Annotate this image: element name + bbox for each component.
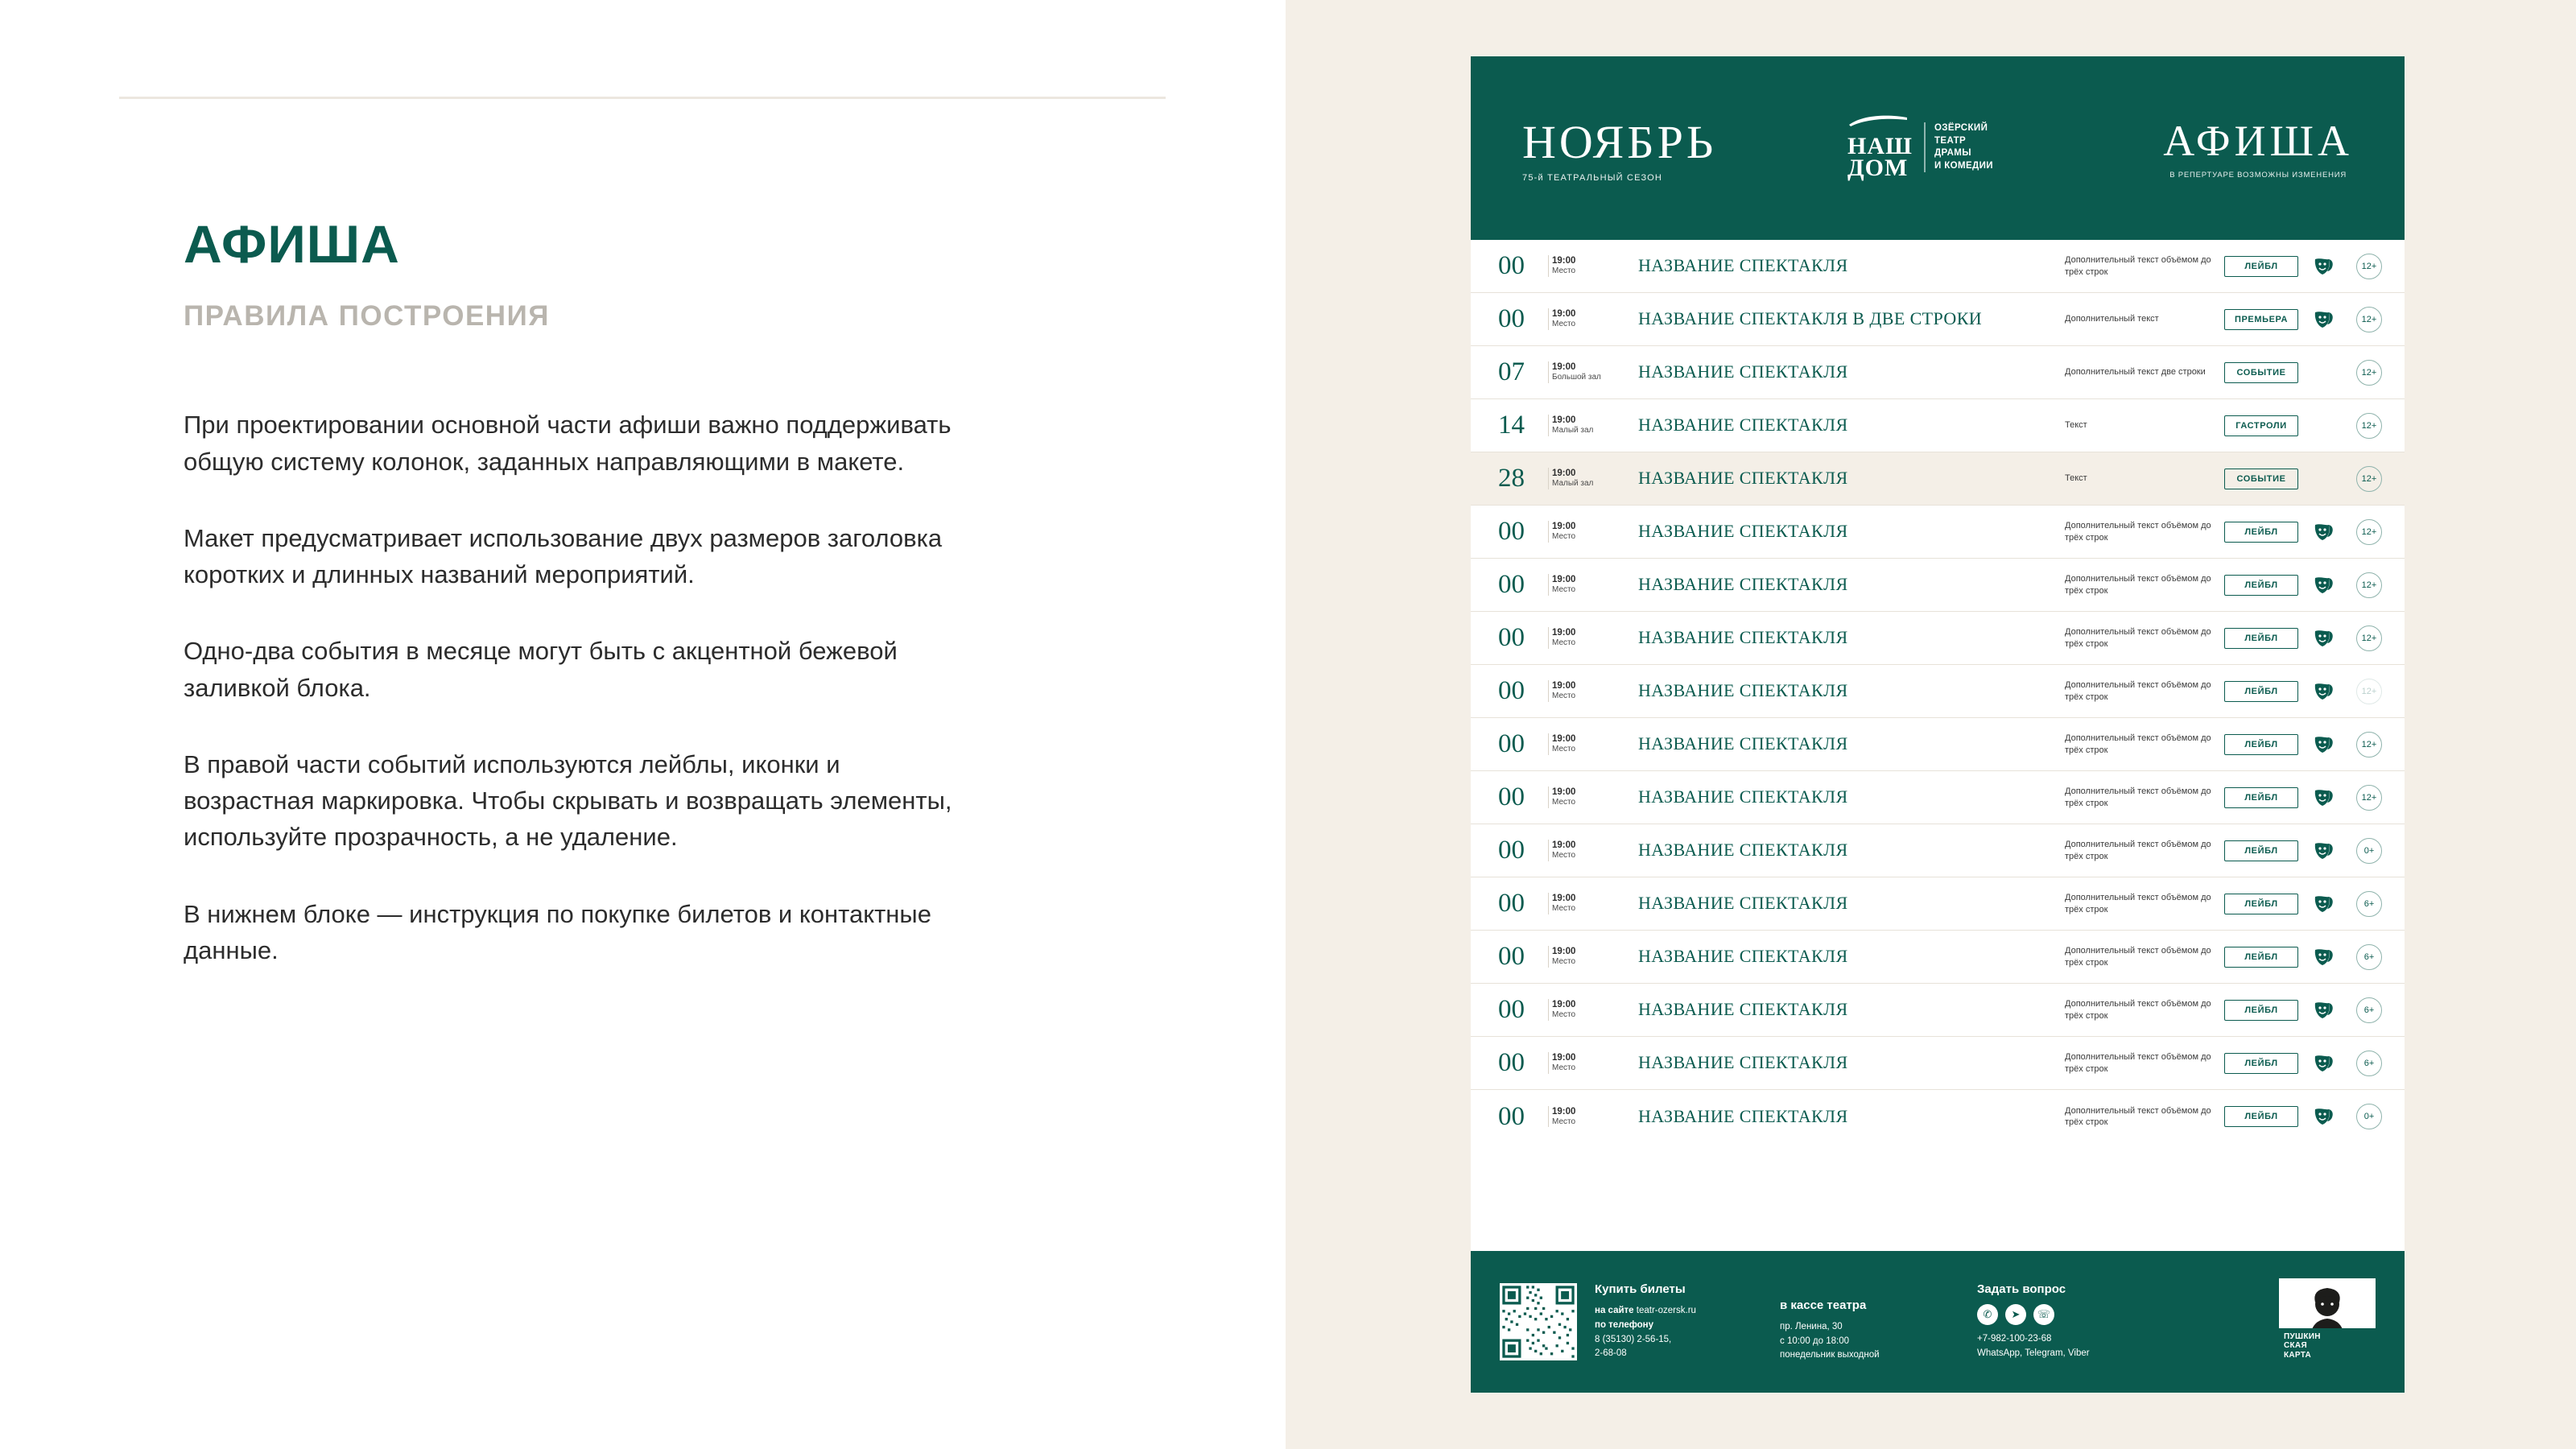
event-extra-text: Дополнительный текст объёмом до трёх строк [2065, 1052, 2211, 1074]
event-title: НАЗВАНИЕ СПЕКТАКЛЯ [1638, 840, 1848, 861]
event-place: Место [1552, 638, 1576, 648]
poster [1471, 56, 2405, 1393]
left-panel [0, 0, 1286, 1449]
event-label-cell [2218, 947, 2305, 968]
event-place: Малый зал [1552, 479, 1594, 489]
event-age-cell [2342, 785, 2382, 811]
ask-apps: WhatsApp, Telegram, Viber [1977, 1348, 2090, 1358]
event-label-chip: ЛЕЙБЛ [2224, 256, 2298, 277]
event-row[interactable] [1471, 346, 2405, 399]
logo-side-text [1924, 122, 1993, 172]
event-place: Большой зал [1552, 373, 1601, 382]
event-title: НАЗВАНИЕ СПЕКТАКЛЯ [1638, 680, 1848, 701]
event-label-chip: ПРЕМЬЕРА [2224, 309, 2298, 330]
event-meta [1548, 361, 1617, 383]
pushkin-card-text [2279, 1328, 2376, 1365]
paragraph-4: В правой части событий используются лейблы, иконки и возрастная маркировка. Чтобы скрывать и возвращать элементы, используйте прозрачность, а не удаление. [184, 749, 952, 852]
event-time: 19:00 [1552, 894, 1576, 904]
telegram-icon[interactable]: ➤ [2005, 1304, 2026, 1325]
mask-icon [2313, 311, 2334, 328]
event-title: НАЗВАНИЕ СПЕКТАКЛЯ [1638, 415, 1848, 436]
event-day: 00 [1498, 251, 1525, 280]
event-label-cell [2218, 522, 2305, 543]
event-extra-text: Дополнительный текст объёмом до трёх строк [2065, 680, 2211, 702]
event-title: НАЗВАНИЕ СПЕКТАКЛЯ [1638, 255, 1848, 276]
event-day: 00 [1498, 729, 1525, 758]
event-place: Место [1552, 1117, 1576, 1126]
paragraph-2: Макет предусматривает использование двух размеров заголовка коротких и длинных названий мероприятий. [184, 523, 943, 589]
event-label-cell [2218, 628, 2305, 649]
event-time: 19:00 [1552, 415, 1576, 426]
event-time: 19:00 [1552, 787, 1576, 798]
event-row[interactable] [1471, 1090, 2405, 1143]
event-label-chip: ЛЕЙБЛ [2224, 840, 2298, 861]
age-badge: 12+ [2356, 254, 2382, 279]
event-age-cell [2342, 413, 2382, 439]
paragraph-5: В нижнем блоке — инструкция по покупке билетов и контактные данные. [184, 899, 931, 964]
event-place: Малый зал [1552, 426, 1594, 436]
event-label-chip: ЛЕЙБЛ [2224, 575, 2298, 596]
event-age-cell [2342, 997, 2382, 1023]
event-extra-text: Дополнительный текст объёмом до трёх строк [2065, 946, 2211, 968]
box-office-title: в кассе театра [1780, 1298, 1867, 1312]
event-age-cell [2342, 1051, 2382, 1076]
event-time: 19:00 [1552, 681, 1576, 691]
event-icon-cell [2305, 683, 2342, 700]
logo-side-line-2: ТЕАТР [1934, 135, 1967, 146]
event-label-cell [2218, 840, 2305, 861]
event-row[interactable] [1471, 452, 2405, 506]
mask-icon [2313, 683, 2334, 700]
event-title: НАЗВАНИЕ СПЕКТАКЛЯ [1638, 786, 1848, 807]
buy-tickets-title: Купить билеты [1595, 1282, 1686, 1296]
event-place: Место [1552, 532, 1576, 542]
poster-season: 75-й ТЕАТРАЛЬНЫЙ СЕЗОН [1522, 173, 1663, 183]
mask-icon [2313, 1055, 2334, 1072]
event-day: 28 [1498, 464, 1525, 493]
event-time: 19:00 [1552, 1106, 1576, 1117]
event-age-cell [2342, 307, 2382, 332]
event-meta [1548, 255, 1617, 277]
age-badge: 12+ [2356, 625, 2382, 651]
age-badge: 12+ [2356, 679, 2382, 704]
logo-line-1: НАШ [1847, 132, 1913, 159]
event-title: НАЗВАНИЕ СПЕКТАКЛЯ [1638, 1052, 1848, 1073]
event-extra-text: Дополнительный текст объёмом до трёх строк [2065, 521, 2211, 543]
poster-month: НОЯБРЬ [1522, 116, 1717, 168]
event-time: 19:00 [1552, 362, 1576, 373]
event-row[interactable] [1471, 718, 2405, 771]
event-time: 19:00 [1552, 522, 1576, 532]
event-age-cell [2342, 1104, 2382, 1129]
event-title: НАЗВАНИЕ СПЕКТАКЛЯ [1638, 999, 1848, 1020]
age-badge: 12+ [2356, 519, 2382, 545]
event-row[interactable] [1471, 1037, 2405, 1090]
poster-afisha-note: В РЕПЕРТУАРЕ ВОЗМОЖНЫ ИЗМЕНЕНИЯ [2169, 171, 2347, 180]
event-place: Место [1552, 1063, 1576, 1073]
event-meta [1548, 574, 1617, 596]
event-label-chip: СОБЫТИЕ [2224, 362, 2298, 383]
event-label-cell [2218, 734, 2305, 755]
event-time: 19:00 [1552, 734, 1576, 745]
event-title: НАЗВАНИЕ СПЕКТАКЛЯ В ДВЕ СТРОКИ [1638, 308, 1983, 329]
event-time: 19:00 [1552, 628, 1576, 638]
paragraph-3: Одно-два события в месяце могут быть с акцентной бежевой заливкой блока. [184, 637, 898, 702]
ask-question-block [1977, 1282, 2186, 1361]
mask-icon [2313, 736, 2334, 753]
event-meta [1548, 999, 1617, 1021]
mask-icon [2313, 1001, 2334, 1019]
event-extra-text: Дополнительный текст объёмом до трёх строк [2065, 627, 2211, 649]
event-label-chip: ЛЕЙБЛ [2224, 734, 2298, 755]
event-day: 00 [1498, 1101, 1525, 1131]
event-row[interactable] [1471, 665, 2405, 718]
age-badge: 6+ [2356, 997, 2382, 1023]
event-place: Место [1552, 851, 1576, 861]
buy-phone-2: 2-68-08 [1595, 1348, 1627, 1359]
mask-icon [2313, 1108, 2334, 1125]
event-extra-text: Дополнительный текст объёмом до трёх строк [2065, 733, 2211, 755]
horizontal-rule [119, 97, 1166, 99]
event-label-chip: СОБЫТИЕ [2224, 469, 2298, 489]
event-title: НАЗВАНИЕ СПЕКТАКЛЯ [1638, 468, 1848, 489]
pushkin-line-2: СКАЯ [2284, 1341, 2307, 1351]
logo-side-line-4: И КОМЕДИИ [1934, 160, 1993, 171]
event-meta [1548, 1106, 1617, 1128]
buy-phone-1: 8 (35130) 2-56-15, [1595, 1334, 1672, 1344]
event-title: НАЗВАНИЕ СПЕКТАКЛЯ [1638, 521, 1848, 542]
event-place: Место [1552, 745, 1576, 754]
box-office-dayoff: понедельник выходной [1780, 1350, 1880, 1360]
event-title: НАЗВАНИЕ СПЕКТАКЛЯ [1638, 733, 1848, 754]
event-icon-cell [2305, 736, 2342, 753]
event-label-cell [2218, 469, 2305, 489]
right-panel [1286, 0, 2576, 1449]
age-badge: 6+ [2356, 944, 2382, 970]
age-badge: 12+ [2356, 360, 2382, 386]
event-place: Место [1552, 1010, 1576, 1020]
event-row[interactable] [1471, 240, 2405, 293]
event-row[interactable] [1471, 931, 2405, 984]
event-extra-text: Дополнительный текст объёмом до трёх строк [2065, 574, 2211, 596]
event-row[interactable] [1471, 771, 2405, 824]
qr-code-icon [1500, 1283, 1577, 1360]
event-place: Место [1552, 585, 1576, 595]
logo-side-line-3: ДРАМЫ [1934, 148, 1971, 159]
event-row[interactable] [1471, 877, 2405, 931]
event-meta [1548, 840, 1617, 861]
event-row[interactable] [1471, 506, 2405, 559]
event-icon-cell [2305, 895, 2342, 913]
event-place: Место [1552, 320, 1576, 329]
event-label-chip: ЛЕЙБЛ [2224, 787, 2298, 808]
event-label-chip: ЛЕЙБЛ [2224, 947, 2298, 968]
event-icon-cell [2305, 576, 2342, 594]
left-content [184, 214, 1109, 968]
event-day: 00 [1498, 995, 1525, 1024]
event-label-cell [2218, 309, 2305, 330]
events-list [1471, 240, 2405, 1251]
event-icon-cell [2305, 948, 2342, 966]
event-age-cell [2342, 466, 2382, 492]
event-age-cell [2342, 944, 2382, 970]
age-badge: 12+ [2356, 466, 2382, 492]
event-day: 00 [1498, 1048, 1525, 1077]
event-day: 07 [1498, 357, 1525, 386]
buy-site-label: на сайте [1595, 1305, 1634, 1315]
buy-tickets-block [1595, 1282, 1756, 1361]
event-title: НАЗВАНИЕ СПЕКТАКЛЯ [1638, 627, 1848, 648]
event-time: 19:00 [1552, 575, 1576, 585]
event-label-chip: ГАСТРОЛИ [2224, 415, 2298, 436]
event-label-chip: ЛЕЙБЛ [2224, 894, 2298, 914]
event-extra-text: Дополнительный текст объёмом до трёх строк [2065, 255, 2211, 277]
event-extra-text: Дополнительный текст [2065, 314, 2159, 324]
qr-code[interactable] [1500, 1283, 1577, 1360]
logo-side-line-1: ОЗЁРСКИЙ [1934, 123, 1988, 134]
event-label-chip: ЛЕЙБЛ [2224, 628, 2298, 649]
event-label-cell [2218, 415, 2305, 436]
event-meta [1548, 680, 1617, 702]
event-time: 19:00 [1552, 469, 1576, 479]
event-label-cell [2218, 1106, 2305, 1127]
event-day: 00 [1498, 889, 1525, 918]
event-label-cell [2218, 1000, 2305, 1021]
age-badge: 12+ [2356, 785, 2382, 811]
event-time: 19:00 [1552, 840, 1576, 851]
event-meta [1548, 946, 1617, 968]
event-time: 19:00 [1552, 1053, 1576, 1063]
page-subtitle: ПРАВИЛА ПОСТРОЕНИЯ [184, 300, 550, 332]
event-label-cell [2218, 362, 2305, 383]
age-badge: 12+ [2356, 732, 2382, 758]
event-icon-cell [2305, 789, 2342, 807]
event-title: НАЗВАНИЕ СПЕКТАКЛЯ [1638, 893, 1848, 914]
event-label-chip: ЛЕЙБЛ [2224, 1053, 2298, 1074]
event-label-cell [2218, 1053, 2305, 1074]
poster-month-block [1522, 116, 1717, 183]
ask-phone: +7-982-100-23-68 [1977, 1334, 2052, 1344]
event-extra-text: Дополнительный текст объёмом до трёх строк [2065, 840, 2211, 861]
event-age-cell [2342, 679, 2382, 704]
event-icon-cell [2305, 630, 2342, 647]
event-place: Место [1552, 691, 1576, 701]
event-time: 19:00 [1552, 947, 1576, 957]
event-meta [1548, 308, 1617, 330]
event-extra-text: Текст [2065, 473, 2087, 484]
box-office-hours: с 10:00 до 18:00 [1780, 1335, 1849, 1346]
event-place: Место [1552, 957, 1576, 967]
event-extra-text: Дополнительный текст две строки [2065, 367, 2206, 378]
event-label-chip: ЛЕЙБЛ [2224, 1106, 2298, 1127]
event-icon-cell [2305, 258, 2342, 275]
event-icon-cell [2305, 1001, 2342, 1019]
pushkin-card-logo [2279, 1278, 2376, 1365]
event-time: 19:00 [1552, 256, 1576, 266]
ask-question-title: Задать вопрос [1977, 1282, 2066, 1297]
event-row[interactable] [1471, 612, 2405, 665]
whatsapp-icon[interactable]: ✆ [1977, 1304, 1998, 1325]
event-day: 00 [1498, 836, 1525, 865]
age-badge: 12+ [2356, 413, 2382, 439]
event-icon-cell [2305, 1108, 2342, 1125]
mask-icon [2313, 842, 2334, 860]
event-age-cell [2342, 519, 2382, 545]
poster-afisha-block [2163, 119, 2353, 180]
mask-icon [2313, 948, 2334, 966]
event-icon-cell [2305, 523, 2342, 541]
age-badge: 0+ [2356, 1104, 2382, 1129]
event-day: 00 [1498, 942, 1525, 971]
event-title: НАЗВАНИЕ СПЕКТАКЛЯ [1638, 574, 1848, 595]
event-row[interactable] [1471, 559, 2405, 612]
event-row[interactable] [1471, 824, 2405, 877]
event-day: 00 [1498, 782, 1525, 811]
paragraph-1: При проектировании основной части афиши важно поддерживать общую систему колонок, заданных направляющими в макете. [184, 411, 952, 476]
event-place: Место [1552, 904, 1576, 914]
event-title: НАЗВАНИЕ СПЕКТАКЛЯ [1638, 1105, 1848, 1126]
logo-line-2: ДОМ [1847, 155, 1909, 182]
event-meta [1548, 733, 1617, 755]
mask-icon [2313, 789, 2334, 807]
event-day: 14 [1498, 411, 1525, 440]
event-extra-text: Дополнительный текст объёмом до трёх строк [2065, 999, 2211, 1021]
event-meta [1548, 415, 1617, 436]
mask-icon [2313, 895, 2334, 913]
age-badge: 12+ [2356, 307, 2382, 332]
theatre-logo [1847, 114, 1993, 180]
event-meta [1548, 627, 1617, 649]
event-age-cell [2342, 254, 2382, 279]
event-day: 00 [1498, 304, 1525, 333]
event-age-cell [2342, 572, 2382, 598]
event-label-chip: ЛЕЙБЛ [2224, 1000, 2298, 1021]
poster-header [1471, 56, 2405, 240]
mask-icon [2313, 258, 2334, 275]
event-extra-text: Дополнительный текст объёмом до трёх строк [2065, 1105, 2211, 1127]
event-label-cell [2218, 681, 2305, 702]
event-day: 00 [1498, 570, 1525, 599]
buy-site-url[interactable]: teatr-ozersk.ru [1636, 1305, 1696, 1315]
event-age-cell [2342, 625, 2382, 651]
event-label-chip: ЛЕЙБЛ [2224, 681, 2298, 702]
mask-icon [2313, 576, 2334, 594]
box-office-address: пр. Ленина, 30 [1780, 1321, 1843, 1331]
event-label-cell [2218, 787, 2305, 808]
age-badge: 0+ [2356, 838, 2382, 864]
mask-icon [2313, 523, 2334, 541]
event-extra-text: Текст [2065, 420, 2087, 431]
logo-mark [1847, 114, 1913, 180]
buy-phone-label: по телефону [1595, 1319, 1654, 1330]
page-title: АФИША [184, 214, 400, 274]
event-meta [1548, 1052, 1617, 1074]
event-place: Место [1552, 798, 1576, 807]
event-time: 19:00 [1552, 309, 1576, 320]
event-row[interactable] [1471, 293, 2405, 346]
event-title: НАЗВАНИЕ СПЕКТАКЛЯ [1638, 946, 1848, 967]
event-time: 19:00 [1552, 1000, 1576, 1010]
event-age-cell [2342, 360, 2382, 386]
event-label-cell [2218, 256, 2305, 277]
event-label-cell [2218, 894, 2305, 914]
pushkin-line-3: КАРТА [2284, 1351, 2312, 1360]
age-badge: 12+ [2356, 572, 2382, 598]
pushkin-line-1: ПУШКИН [2284, 1331, 2321, 1341]
event-place: Место [1552, 266, 1576, 276]
event-extra-text: Дополнительный текст объёмом до трёх строк [2065, 893, 2211, 914]
event-label-cell [2218, 575, 2305, 596]
event-row[interactable] [1471, 984, 2405, 1037]
poster-afisha-title: АФИША [2163, 117, 2353, 165]
event-day: 00 [1498, 623, 1525, 652]
event-icon-cell [2305, 311, 2342, 328]
event-meta [1548, 468, 1617, 489]
event-meta [1548, 786, 1617, 808]
swoosh-icon [1847, 114, 1909, 127]
event-age-cell [2342, 891, 2382, 917]
event-meta [1548, 893, 1617, 914]
event-day: 00 [1498, 517, 1525, 546]
event-icon-cell [2305, 1055, 2342, 1072]
poster-footer [1471, 1251, 2405, 1393]
social-icons [1977, 1304, 2186, 1325]
event-title: НАЗВАНИЕ СПЕКТАКЛЯ [1638, 361, 1848, 382]
viber-icon[interactable]: ☏ [2033, 1304, 2054, 1325]
event-meta [1548, 521, 1617, 543]
mask-icon [2313, 630, 2334, 647]
event-label-chip: ЛЕЙБЛ [2224, 522, 2298, 543]
box-office-block [1780, 1281, 1953, 1363]
event-extra-text: Дополнительный текст объёмом до трёх строк [2065, 786, 2211, 808]
age-badge: 6+ [2356, 1051, 2382, 1076]
event-age-cell [2342, 838, 2382, 864]
event-day: 00 [1498, 676, 1525, 705]
event-age-cell [2342, 732, 2382, 758]
event-icon-cell [2305, 842, 2342, 860]
event-row[interactable] [1471, 399, 2405, 452]
age-badge: 6+ [2356, 891, 2382, 917]
